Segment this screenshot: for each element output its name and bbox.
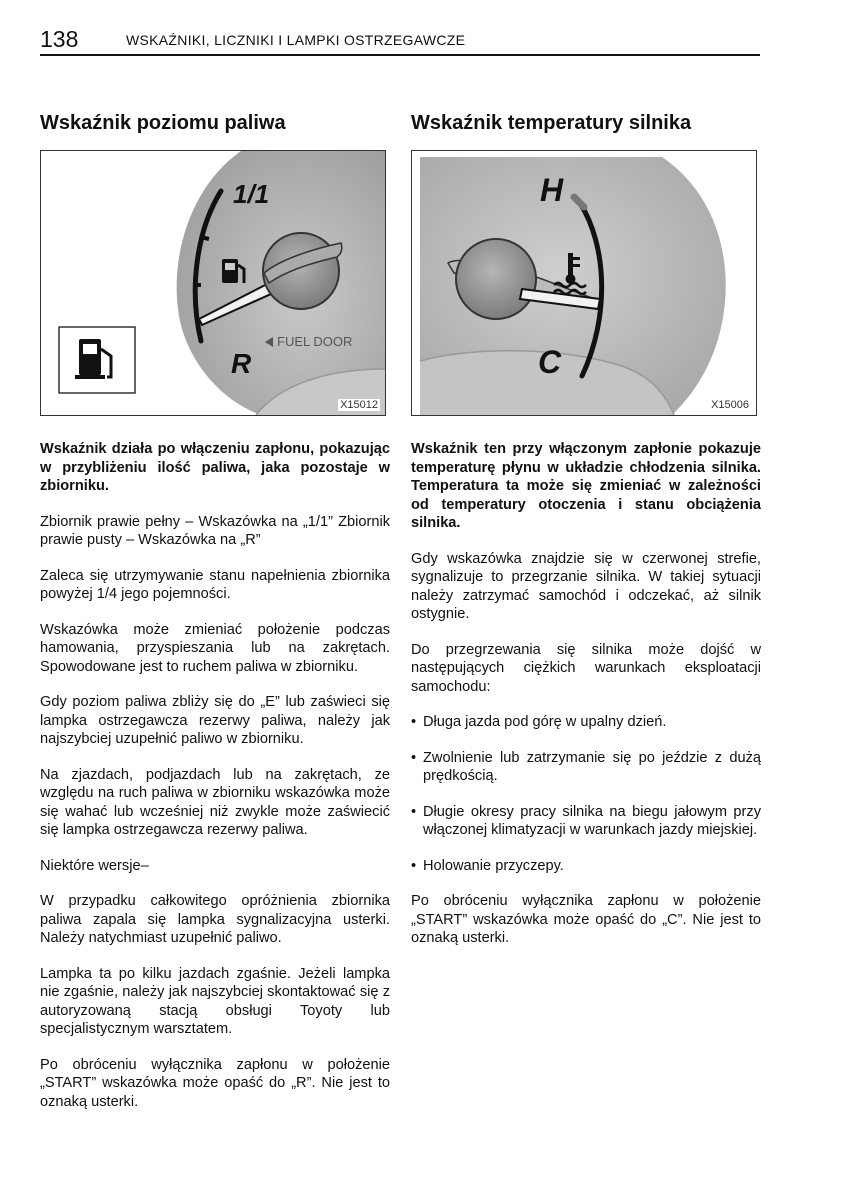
temperature-gauge-illustration	[412, 151, 756, 415]
list-item: • Holowanie przyczepy.	[411, 857, 761, 876]
fuel-door-label: FUEL DOOR	[277, 334, 353, 349]
paragraph: Do przegrzewania się silnika może dojść w następujących ciężkich warunkach eksploatacji samochodu:	[411, 641, 761, 695]
fuel-gauge-section	[40, 110, 390, 1128]
gauge-empty-label: R	[231, 348, 252, 379]
paragraph: Lampka ta po kilku jazdach zgaśnie. Jeżeli lampka nie zgaśnie, należy jak najszybciej skontaktować się z autoryzowaną stacją obsługi Toyoty lub specjalistycznym warsztatem.	[40, 965, 390, 1037]
paragraph: Po obróceniu wyłącznika zapłonu w położenie „START” wskazówka może opaść do „C”. Nie jest to oznaką usterki.	[411, 893, 761, 946]
temperature-gauge-figure	[411, 150, 757, 416]
page-number: 138	[40, 26, 79, 52]
paragraph: W przypadku całkowitego opróżnienia zbiornika paliwa zapala się lampka sygnalizacyjna usterki. Należy natychmiast uzupełnić paliwo.	[40, 893, 390, 946]
overheat-conditions-list	[411, 713, 761, 875]
paragraph: Po obróceniu wyłącznika zapłonu w położenie „START” wskazówka może opaść do „R”. Nie jest to oznaką usterki.	[40, 1056, 390, 1110]
paragraph: Na zjazdach, podjazdach lub na zakrętach, ze względu na ruch paliwa w zbiorniku wskazówka może się wahać lub wcześniej niż zwykle może zaświecić się lampka ostrzegawcza rezerwy paliwa.	[40, 766, 390, 838]
paragraph: Gdy poziom paliwa zbliży się do „E” lub zaświeci się lampka ostrzegawcza rezerwy paliwa, należy jak najszybciej uzupełnić paliwo w zbiorniku.	[40, 694, 390, 747]
running-title: WSKAŹNIKI, LICZNIKI I LAMPKI OSTRZEGAWCZE	[126, 32, 466, 48]
list-item: • Długie okresy pracy silnika na biegu jałowym przy włączonej klimatyzacji w warunkach jazdy miejskiej.	[411, 803, 761, 840]
temperature-gauge-section	[411, 110, 761, 965]
fuel-gauge-figure	[40, 150, 386, 416]
paragraph: Zaleca się utrzymywanie stanu napełnienia zbiornika powyżej 1/4 jego pojemności.	[40, 567, 390, 602]
fuel-gauge-text	[40, 440, 390, 1111]
temperature-gauge-text	[411, 440, 761, 948]
figure-code: X15006	[711, 399, 749, 411]
temperature-gauge-title: Wskaźnik temperatury silnika	[411, 112, 692, 134]
gauge-hot-label: H	[540, 172, 564, 208]
list-item: • Długa jazda pod górę w upalny dzień.	[411, 713, 761, 732]
paragraph: Wskaźnik działa po włączeniu zapłonu, pokazując w przybliżeniu ilość paliwa, jaka pozostaje w zbiorniku.	[40, 441, 390, 494]
paragraph: Wskaźnik ten przy włączonym zapłonie pokazuje temperaturę płynu w układzie chłodzenia silnika. Temperatura ta może się zmieniać w zależności od temperatury otoczenia i stanu obciążenia silnika.	[411, 441, 761, 531]
gauge-hub	[456, 239, 536, 319]
page-header	[40, 26, 760, 56]
figure-code: X15012	[340, 399, 378, 411]
paragraph: Zbiornik prawie pełny – Wskazówka na „1/1” Zbiornik prawie pusty – Wskazówka na „R”	[40, 513, 390, 548]
fuel-gauge-illustration	[41, 151, 385, 415]
fuel-gauge-title: Wskaźnik poziomu paliwa	[40, 112, 286, 134]
gauge-cold-label: C	[538, 344, 562, 380]
list-item: • Zwolnienie lub zatrzymanie się po jeździe z dużą prędkością.	[411, 749, 761, 786]
paragraph: Gdy wskazówka znajdzie się w czerwonej strefie, sygnalizuje to przegrzanie silnika. W takiej sytuacji należy zatrzymać samochód i odczekać, aż silnik ostygnie.	[411, 550, 761, 622]
paragraph: Wskazówka może zmieniać położenie podczas hamowania, przyspieszania lub na zakrętach. Spowodowane jest to ruchem paliwa w zbiorniku.	[40, 621, 390, 675]
paragraph: Niektóre wersje–	[40, 857, 149, 874]
gauge-full-label: 1/1	[233, 179, 270, 209]
